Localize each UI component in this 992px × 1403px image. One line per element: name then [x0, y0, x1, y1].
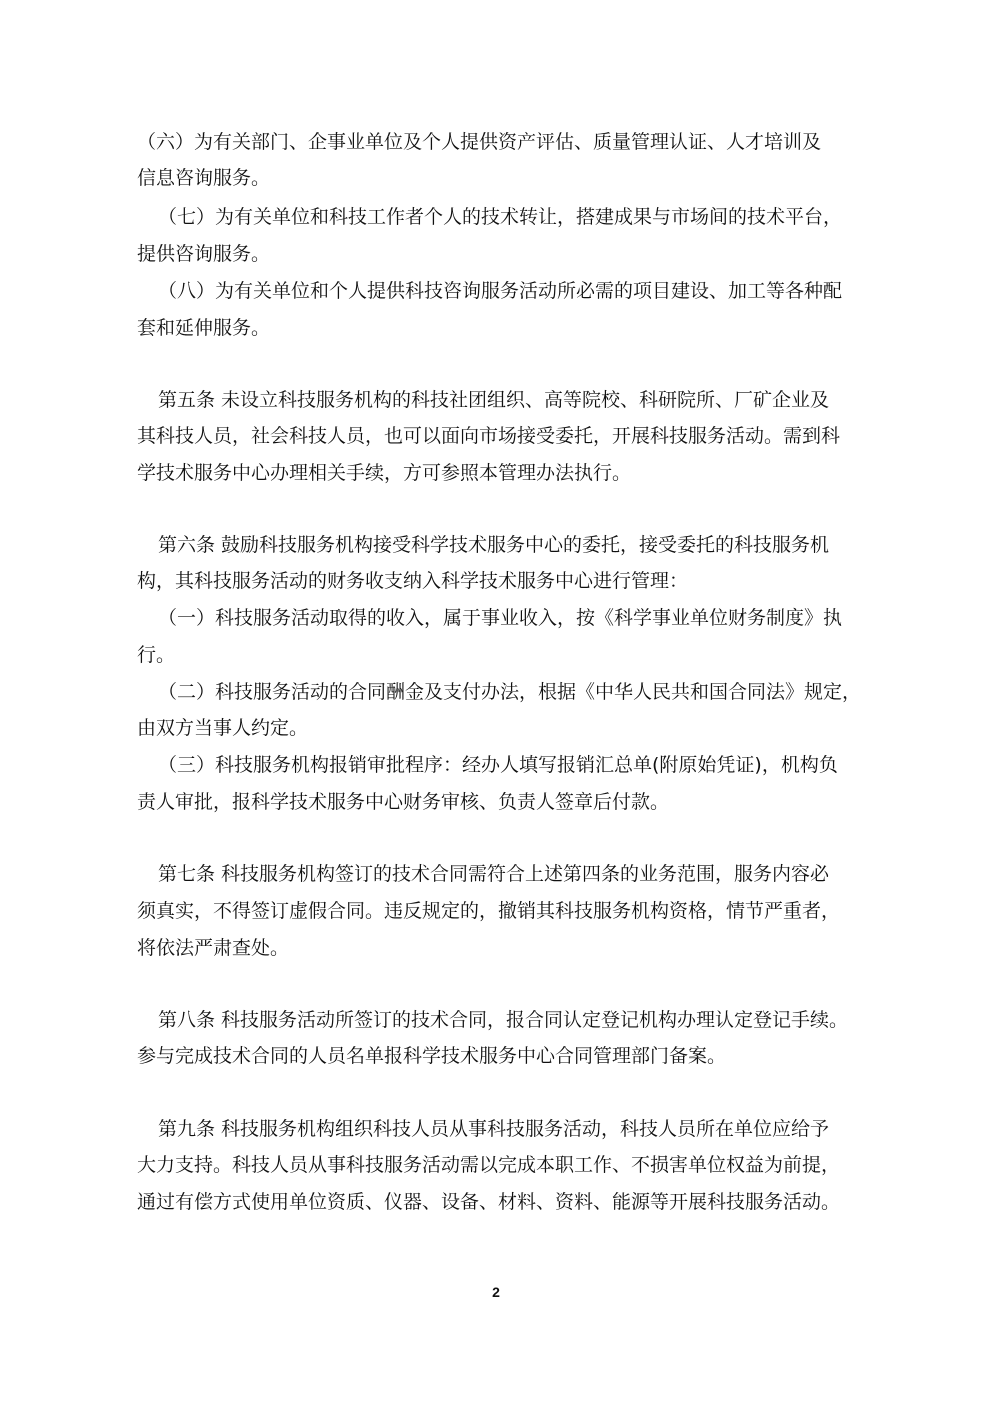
para-line: 由双方当事人约定。	[137, 717, 309, 739]
article-7-line: 将依法严肃查处。	[137, 937, 290, 959]
article-7-line: 第七条 科技服务机构签订的技术合同需符合上述第四条的业务范围，服务内容必	[158, 863, 830, 885]
article-6-line: 第六条 鼓励科技服务机构接受科学技术服务中心的委托，接受委托的科技服务机	[158, 534, 830, 556]
para-line: （三）科技服务机构报销审批程序：经办人填写报销汇总单(附原始凭证)，机构负	[158, 754, 838, 776]
article-9-line: 通过有偿方式使用单位资质、仪器、设备、材料、资料、能源等开展科技服务活动。	[137, 1191, 841, 1213]
article-5-line: 第五条 未设立科技服务机构的科技社团组织、高等院校、科研院所、厂矿企业及	[158, 389, 830, 411]
article-8-line: 参与完成技术合同的人员名单报科学技术服务中心合同管理部门备案。	[137, 1045, 727, 1067]
para-line: （二）科技服务活动的合同酬金及支付办法，根据《中华人民共和国合同法》规定，	[158, 681, 862, 703]
article-6-line: 构，其科技服务活动的财务收支纳入科学技术服务中心进行管理：	[137, 570, 689, 592]
article-7-line: 须真实，不得签订虚假合同。违反规定的，撤销其科技服务机构资格，情节严重者，	[137, 900, 841, 922]
para-line: （六）为有关部门、企事业单位及个人提供资产评估、质量管理认证、人才培训及	[137, 131, 822, 153]
para-line: 信息咨询服务。	[137, 167, 271, 189]
para-line: 行。	[137, 644, 176, 666]
article-9-line: 大力支持。科技人员从事科技服务活动需以完成本职工作、不损害单位权益为前提，	[137, 1154, 841, 1176]
article-9-line: 第九条 科技服务机构组织科技人员从事科技服务活动，科技人员所在单位应给予	[158, 1118, 830, 1140]
article-8-line: 第八条 科技服务活动所签订的技术合同，报合同认定登记机构办理认定登记手续。	[158, 1009, 849, 1031]
para-line: （七）为有关单位和科技工作者个人的技术转让，搭建成果与市场间的技术平台，	[158, 206, 843, 228]
article-5-line: 其科技人员，社会科技人员，也可以面向市场接受委托，开展科技服务活动。需到科	[137, 425, 841, 447]
para-line: 提供咨询服务。	[137, 243, 271, 265]
para-line: （一）科技服务活动取得的收入，属于事业收入，按《科学事业单位财务制度》执	[158, 607, 843, 629]
para-line: （八）为有关单位和个人提供科技咨询服务活动所必需的项目建设、加工等各种配	[158, 280, 843, 302]
para-line: 套和延伸服务。	[137, 317, 271, 339]
article-5-line: 学技术服务中心办理相关手续，方可参照本管理办法执行。	[137, 462, 632, 484]
page-number: 2	[492, 1284, 500, 1300]
para-line: 责人审批，报科学技术服务中心财务审核、负责人签章后付款。	[137, 791, 670, 813]
